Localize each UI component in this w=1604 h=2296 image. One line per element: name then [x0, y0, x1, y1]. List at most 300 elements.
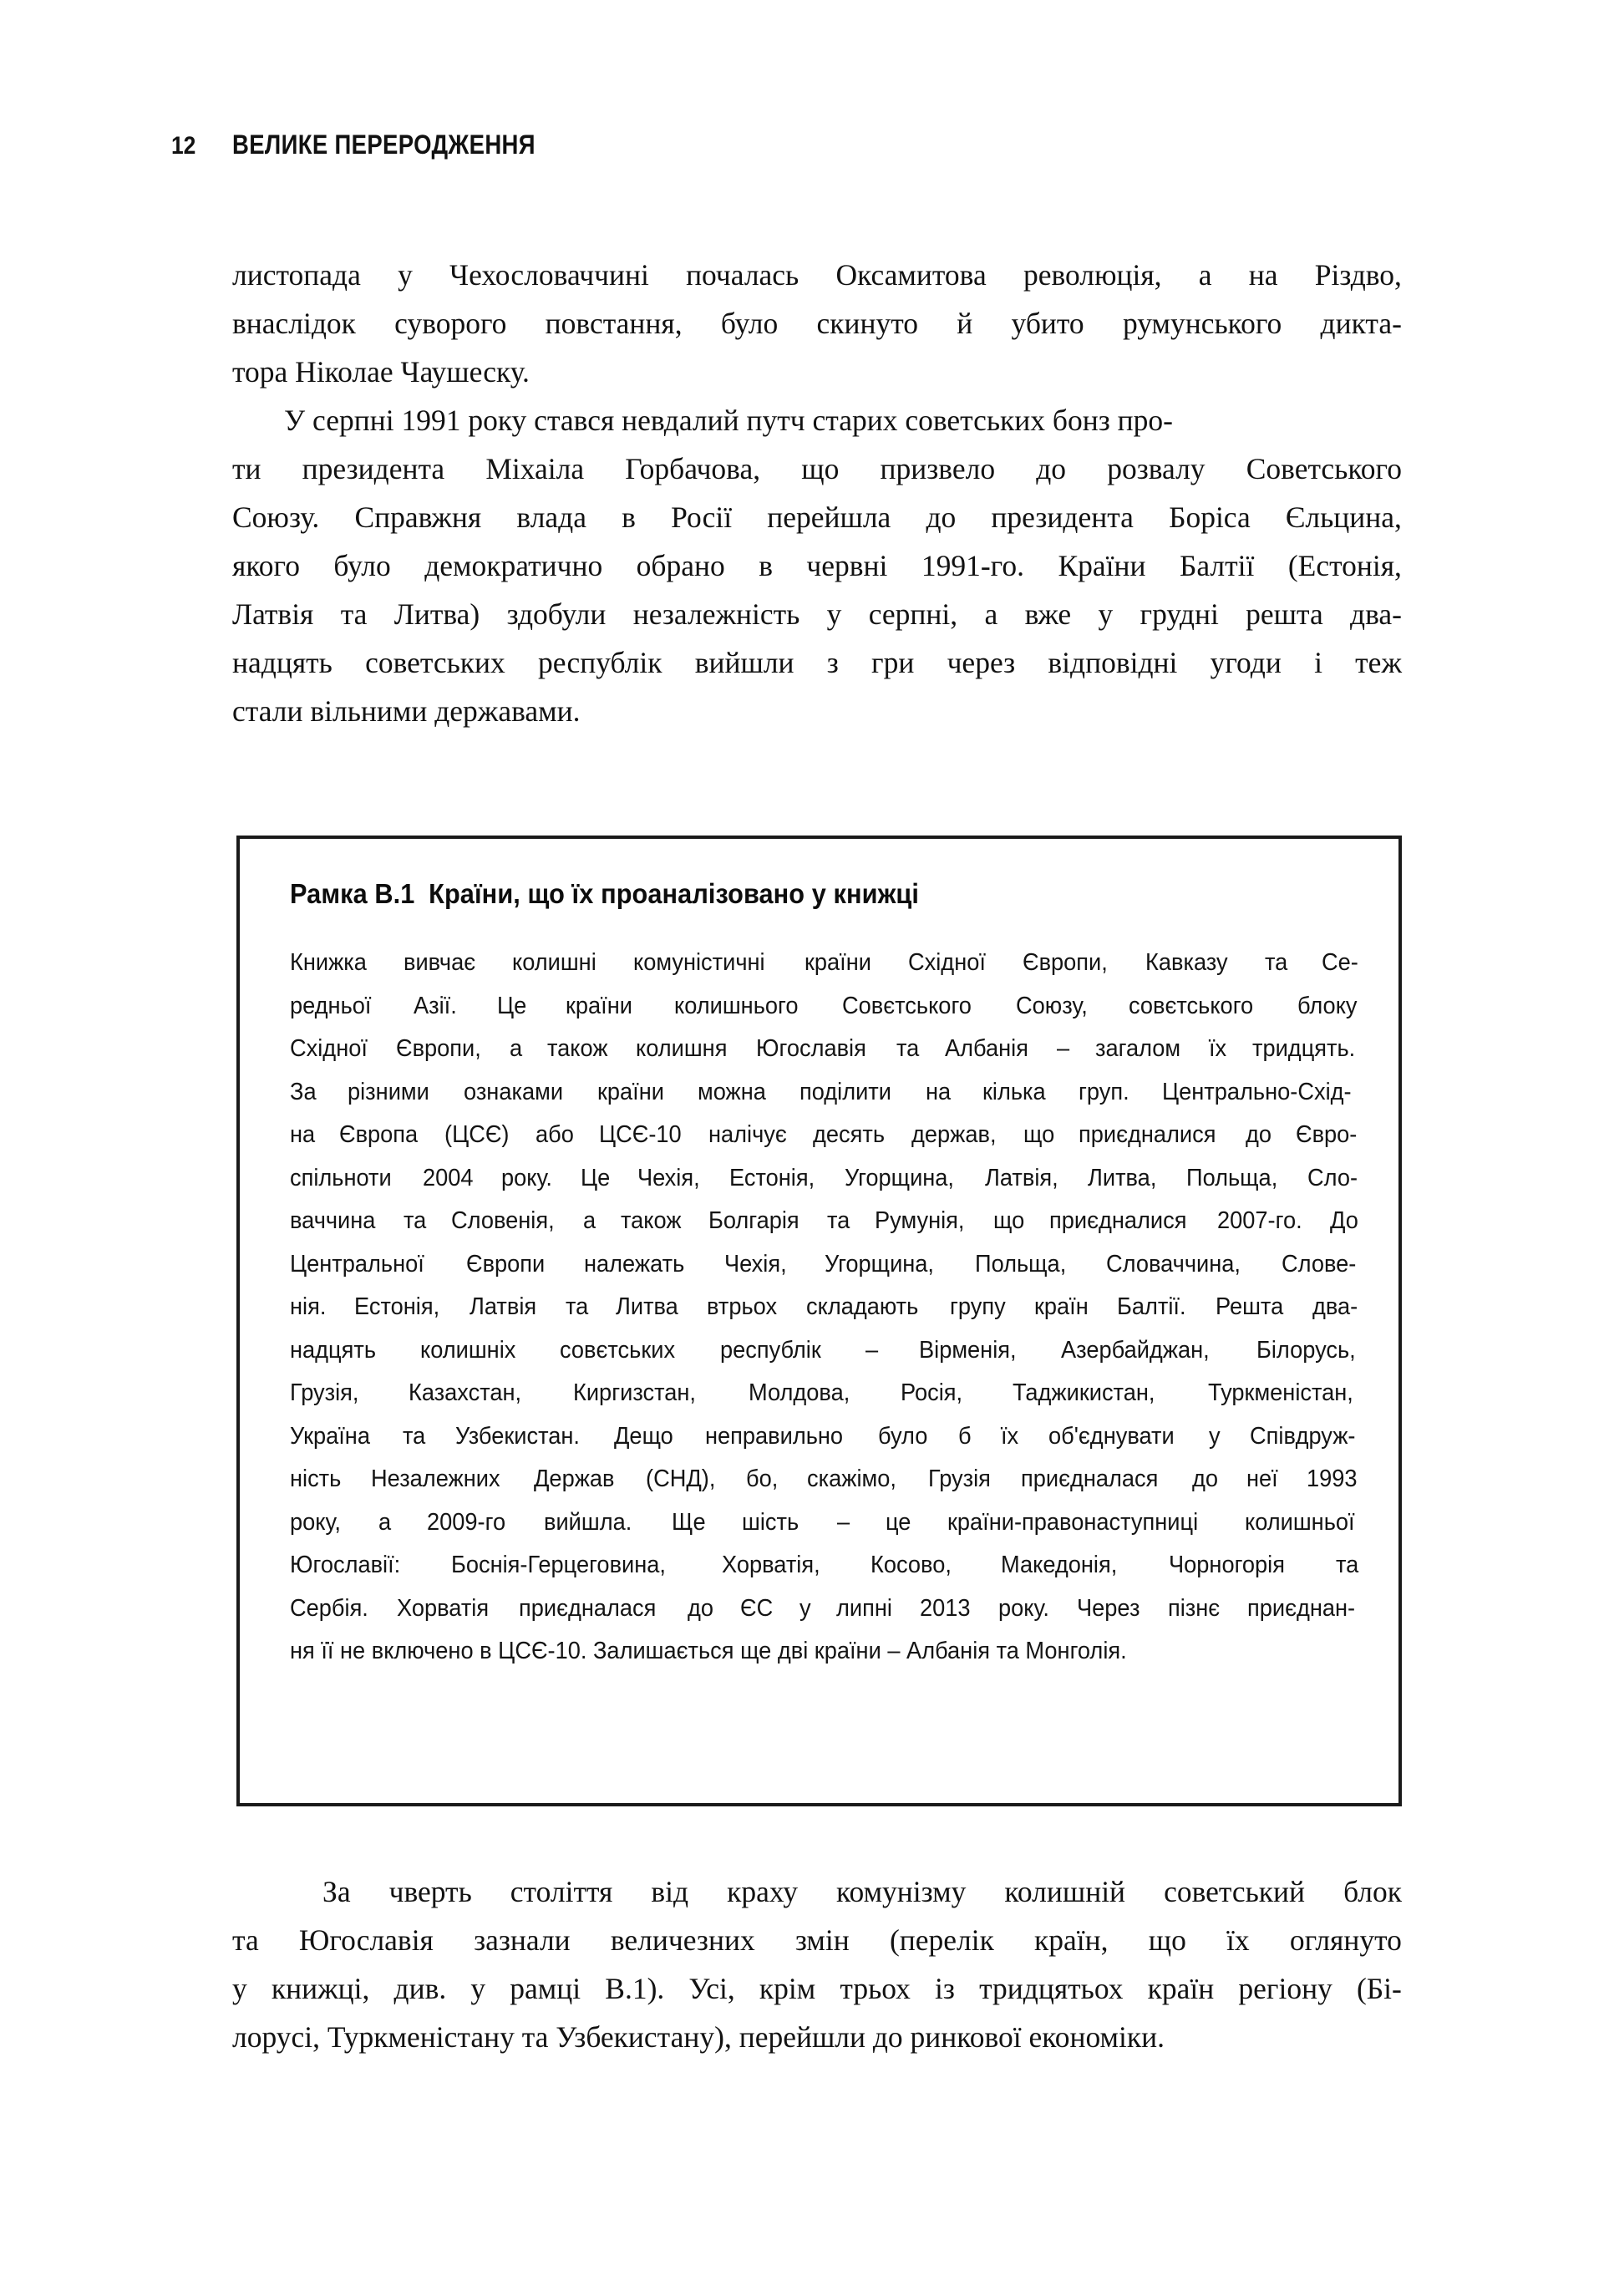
word: загалом [1094, 1035, 1180, 1062]
word: убито [1011, 307, 1084, 340]
word: спільноти [290, 1164, 392, 1191]
body-column-bottom [232, 1867, 1402, 2061]
word: президента [302, 452, 445, 485]
word: Естонія, [353, 1293, 439, 1320]
word: Латвія [232, 597, 314, 631]
word: демократично [424, 549, 603, 582]
word: листопада [232, 258, 361, 292]
word: липні [835, 1594, 892, 1622]
word: а [378, 1508, 392, 1536]
word: Різдво, [1314, 258, 1402, 292]
word: скажімо, [806, 1465, 896, 1492]
text-line [290, 1200, 1360, 1243]
word: Росії [671, 500, 733, 534]
word: належать [583, 1250, 684, 1278]
word: до [687, 1594, 713, 1622]
word: у [398, 258, 413, 292]
word: Казахстан, [409, 1379, 522, 1406]
word: До [1330, 1207, 1359, 1234]
word: Литва) [393, 597, 480, 631]
word: та [340, 597, 368, 631]
word: 1993 [1307, 1465, 1358, 1492]
word: приєднан- [1246, 1594, 1355, 1622]
word: Союзу, [1015, 992, 1088, 1019]
text-line [232, 1916, 1402, 1964]
word: повстання, [545, 307, 683, 340]
word: та [827, 1207, 850, 1234]
word: та [896, 1035, 920, 1062]
line-text: лорусі, Туркменістану та Узбекистану), перейшли до ринкової економіки. [232, 2020, 1165, 2054]
word: Це [496, 992, 526, 1019]
word: Польща, [974, 1250, 1067, 1278]
word: суворого [394, 307, 507, 340]
word: групу [950, 1293, 1006, 1320]
word: країни [566, 992, 633, 1019]
word: Польща, [1185, 1164, 1277, 1191]
word: нія. [290, 1293, 327, 1320]
word: у [232, 1972, 247, 2005]
text-line [232, 638, 1402, 687]
word: до [1036, 452, 1067, 485]
word: ти [232, 452, 261, 485]
word: Се- [1322, 949, 1358, 976]
word: неї [1246, 1465, 1278, 1492]
word: було [720, 307, 779, 340]
word: (Бі- [1356, 1972, 1402, 2005]
word: Азії. [413, 992, 457, 1019]
text-line [290, 1329, 1360, 1373]
word: до [1246, 1121, 1272, 1148]
text-line [290, 1372, 1360, 1415]
word: республік [538, 646, 662, 679]
word: вивчає [404, 949, 476, 976]
word: вже [1024, 597, 1072, 631]
text-line [232, 444, 1402, 493]
word: із [935, 1972, 955, 2005]
word: й [957, 307, 973, 340]
word: що [1148, 1923, 1186, 1957]
line-text: У серпні 1991 року стався невдалий путч старих советських бонз про- [284, 404, 1173, 437]
word: Єльцина, [1285, 500, 1402, 534]
word: президента [991, 500, 1134, 534]
word: шість [742, 1508, 799, 1536]
word: та [1336, 1552, 1359, 1578]
word: можна [698, 1078, 767, 1105]
word: Решта [1215, 1293, 1284, 1320]
word: зазнали [474, 1923, 571, 1957]
word: скинуто [816, 307, 919, 340]
line-text: ня її не включено в ЦСЄ-10. Залишається ще дві країни – Албанія та Монголія. [290, 1638, 1127, 1664]
word: приєдналася [518, 1594, 657, 1622]
word: внаслідок [232, 307, 356, 340]
word: краху [727, 1875, 799, 1908]
word: За [290, 1078, 317, 1105]
word: вийшли [694, 646, 794, 679]
word: Югославії: [290, 1552, 401, 1578]
word: у [470, 1972, 486, 2005]
word: здобули [506, 597, 607, 631]
word: Хорватія [397, 1594, 490, 1622]
word: до [1191, 1465, 1218, 1492]
word: та [565, 1293, 589, 1320]
word: країн [1147, 1972, 1215, 2005]
word: або [536, 1121, 574, 1148]
word: почалась [686, 258, 799, 292]
word: приєдналися [1049, 1207, 1187, 1234]
word: груп. [1079, 1078, 1129, 1105]
word: оглянуто [1289, 1923, 1402, 1957]
word: поділити [799, 1078, 891, 1105]
text-line [232, 299, 1402, 348]
text-line [290, 1157, 1360, 1201]
word: та [1264, 949, 1287, 976]
word: (ЦСЄ) [444, 1121, 510, 1148]
word: та [232, 1923, 259, 1957]
word: величезних [610, 1923, 755, 1957]
word: Дещо [614, 1422, 674, 1450]
text-line [290, 1243, 1360, 1287]
word: Кавказу [1145, 949, 1228, 976]
word: Словенія, [451, 1207, 555, 1234]
word: якого [232, 549, 300, 582]
word: Держав [533, 1465, 615, 1492]
word: призвело [880, 452, 996, 485]
word: влада [516, 500, 586, 534]
word: налічує [708, 1121, 787, 1148]
word: року. [997, 1594, 1049, 1622]
running-title: ВЕЛИКЕ ПЕРЕРОДЖЕННЯ [232, 130, 536, 160]
word: було [333, 549, 391, 582]
first-line-indent [232, 1867, 284, 1916]
word: Югославія [756, 1035, 867, 1062]
text-line [290, 1286, 1360, 1329]
word: і [1314, 646, 1322, 679]
word: складають [806, 1293, 919, 1320]
text-line [290, 1415, 1360, 1459]
word: тридцятьох [979, 1972, 1124, 2005]
word: Албанія [944, 1035, 1028, 1062]
word: – [836, 1508, 850, 1536]
word: Сербія. [290, 1594, 368, 1622]
word: Міхаіла [485, 452, 585, 485]
word: Чехословаччині [449, 258, 649, 292]
word: вийшла. [544, 1508, 632, 1536]
word: Європи [465, 1250, 545, 1278]
word: серпні, [868, 597, 958, 631]
word: ність [290, 1465, 342, 1492]
word: також [621, 1207, 682, 1234]
text-line [290, 1630, 1360, 1674]
running-head [171, 130, 585, 160]
word: Сло- [1307, 1164, 1358, 1191]
word: Справжня [354, 500, 482, 534]
word: року, [290, 1508, 341, 1536]
word: блок [1343, 1875, 1402, 1908]
word: 2007-го. [1217, 1207, 1302, 1234]
word: їх [1226, 1923, 1250, 1957]
word: у [826, 597, 842, 631]
word: рамці [510, 1972, 581, 2005]
word: Балтії [1179, 549, 1255, 582]
feature-box-title: Країни, що їх проаналізовано у книжці [429, 878, 920, 909]
text-line [290, 1114, 1360, 1157]
word: 2004 [422, 1164, 474, 1191]
word: Чехія, [637, 1164, 700, 1191]
word: решта [1246, 597, 1323, 631]
word: Євро- [1296, 1121, 1358, 1148]
word: що [801, 452, 840, 485]
word: теж [1355, 646, 1402, 679]
word: Азербайджан, [1060, 1336, 1210, 1364]
word: Естонія, [728, 1164, 815, 1191]
feature-box [236, 836, 1402, 1806]
word: Вірменія, [919, 1336, 1017, 1364]
word: Європа [339, 1121, 419, 1148]
word: Союзу. [232, 500, 320, 534]
word: Латвія, [985, 1164, 1058, 1191]
word: совєтських [560, 1336, 676, 1364]
word: надцять [290, 1336, 377, 1364]
word: (перелік [889, 1923, 994, 1957]
text-line [290, 1587, 1360, 1631]
word: два- [1350, 597, 1402, 631]
word: неправильно [704, 1422, 843, 1450]
word: гри [871, 646, 915, 679]
word: на [1248, 258, 1278, 292]
word: б [958, 1422, 972, 1450]
word: червні [806, 549, 888, 582]
word: відповідні [1048, 646, 1178, 679]
word: також [547, 1035, 609, 1062]
text-line [290, 985, 1360, 1029]
word: пізнє [1167, 1594, 1220, 1622]
word: За [322, 1875, 351, 1908]
word: Центральної [290, 1250, 424, 1278]
word: у [1098, 597, 1114, 631]
word: революція, [1023, 258, 1162, 292]
word: Хорватія, [722, 1552, 820, 1578]
word: Чорногорія [1169, 1552, 1286, 1578]
paragraph-1 [232, 251, 1402, 396]
word: республік [720, 1336, 822, 1364]
word: Угорщина, [825, 1250, 935, 1278]
word: Угорщина, [844, 1164, 954, 1191]
page-number: 12 [171, 132, 196, 160]
word: Югославія [298, 1923, 434, 1957]
word: Оксамитова [835, 258, 987, 292]
word: Македонія, [1001, 1552, 1118, 1578]
paragraph-3 [232, 1867, 1402, 2061]
word: комунізму [836, 1875, 967, 1908]
word: – [865, 1336, 879, 1364]
word: в [759, 549, 773, 582]
word: що [1023, 1121, 1055, 1148]
word: що [992, 1207, 1024, 1234]
word: від [651, 1875, 689, 1908]
word: Грузія, [290, 1379, 359, 1406]
word: два- [1312, 1293, 1358, 1320]
word: в [622, 500, 636, 534]
paragraph-2 [232, 396, 1402, 735]
word: колишні [512, 949, 596, 976]
text-line [290, 1071, 1360, 1115]
word: століття [510, 1875, 613, 1908]
word: регіону [1238, 1972, 1332, 2005]
word: Узбекистан. [454, 1422, 580, 1450]
word: Україна [290, 1422, 370, 1450]
feature-box-label: Рамка В.1 [290, 878, 415, 909]
word: у [799, 1594, 811, 1622]
word: країн, [1034, 1923, 1109, 1957]
word: (Естонія, [1287, 549, 1402, 582]
word: обрано [636, 549, 725, 582]
word: Латвія [469, 1293, 536, 1320]
word: Ще [671, 1508, 706, 1536]
text-line [232, 541, 1402, 590]
text-line [232, 687, 1402, 735]
word: країни-правонаступниці [947, 1508, 1198, 1536]
word: угоди [1210, 646, 1282, 679]
text-line [232, 2013, 1402, 2061]
word: Європи, [395, 1035, 481, 1062]
text-line-indented [232, 396, 1402, 444]
word: трьох [840, 1972, 911, 2005]
word: Через [1076, 1594, 1140, 1622]
feature-box-body [290, 942, 1360, 1674]
word: В.1). [605, 1972, 665, 2005]
word: у [1208, 1422, 1221, 1450]
text-line [232, 348, 1402, 396]
word: 2009-го [426, 1508, 505, 1536]
word: ЄС [739, 1594, 773, 1622]
word: Східної [290, 1035, 368, 1062]
word: Боснія-Герцеговина, [451, 1552, 667, 1578]
word: надцять [232, 646, 332, 679]
word: Грузія [927, 1465, 991, 1492]
word: грудні [1140, 597, 1219, 631]
text-line-indented [232, 1867, 1402, 1916]
text-line [232, 590, 1402, 638]
word: Туркменістан, [1207, 1379, 1353, 1406]
word: Центрально-Схід- [1161, 1078, 1352, 1105]
word: колишньої [1245, 1508, 1355, 1536]
feature-box-inner [290, 878, 1360, 1674]
word: Книжка [290, 949, 367, 976]
word: Це [581, 1164, 611, 1191]
word: це [885, 1508, 911, 1536]
word: приєдналися [1079, 1121, 1216, 1148]
word: їх [1209, 1035, 1227, 1062]
word: Молдова, [748, 1379, 850, 1406]
word: дикта- [1320, 307, 1402, 340]
word: а [984, 597, 998, 631]
word: Боріса [1169, 500, 1251, 534]
word: книжці, [271, 1972, 370, 2005]
word: колишнього [673, 992, 799, 1019]
word: було [877, 1422, 928, 1450]
word: з [826, 646, 839, 679]
line-text: тора Ніколае Чаушеску. [232, 355, 530, 389]
word: десять [813, 1121, 886, 1148]
text-line [232, 493, 1402, 541]
word: країни [805, 949, 872, 976]
text-line [290, 1544, 1360, 1587]
word: Румунія, [875, 1207, 965, 1234]
word: Європи, [1023, 949, 1108, 976]
word: румунського [1122, 307, 1282, 340]
word: Східної [907, 949, 986, 976]
word: – [1057, 1035, 1070, 1062]
word: совєтського [1129, 992, 1254, 1019]
word: а [510, 1035, 523, 1062]
word: Болгарія [708, 1207, 799, 1234]
word: а [1198, 258, 1212, 292]
text-line [290, 1501, 1360, 1545]
word: 2013 [920, 1594, 971, 1622]
word: Усі, [688, 1972, 735, 2005]
word: бо, [745, 1465, 779, 1492]
word: Країни [1058, 549, 1146, 582]
word: через [947, 646, 1016, 679]
word: різними [348, 1078, 429, 1105]
word: та [403, 1207, 427, 1234]
word: советських [365, 646, 505, 679]
text-line [290, 942, 1360, 985]
word: країн [1034, 1293, 1089, 1320]
feature-box-heading [290, 878, 1285, 910]
word: та [402, 1422, 426, 1450]
word: Киргизстан, [573, 1379, 697, 1406]
word: незалежність [632, 597, 800, 631]
word: Чехія, [723, 1250, 787, 1278]
word: об'єднувати [1048, 1422, 1175, 1450]
word: а [583, 1207, 596, 1234]
word: перейшла [767, 500, 891, 534]
text-line [290, 1028, 1360, 1071]
word: 1991-го. [921, 549, 1024, 582]
word: Словаччина, [1105, 1250, 1241, 1278]
line-text: стали вільними державами. [232, 694, 581, 728]
word: втрьох [707, 1293, 778, 1320]
word: їх [1001, 1422, 1019, 1450]
word: крім [759, 1972, 816, 2005]
word: держав, [911, 1121, 997, 1148]
word: приєдналася [1020, 1465, 1159, 1492]
word: тридцять. [1251, 1035, 1356, 1062]
word: розвалу [1107, 452, 1206, 485]
text-line [290, 1458, 1360, 1501]
word: (СНД), [645, 1465, 716, 1492]
word: колишній [1004, 1875, 1126, 1908]
word: змін [794, 1923, 850, 1957]
word: Росія, [901, 1379, 963, 1406]
word: советський [1164, 1875, 1306, 1908]
word: див. [393, 1972, 447, 2005]
word: Горбачова, [625, 452, 761, 485]
body-column-top [232, 251, 1402, 735]
word: Совєтського [841, 992, 972, 1019]
word: на [290, 1121, 316, 1148]
word: кілька [982, 1078, 1046, 1105]
word: до [926, 500, 957, 534]
text-line [232, 251, 1402, 299]
word: ознаками [463, 1078, 563, 1105]
word: країни [597, 1078, 665, 1105]
word: Слове- [1282, 1250, 1357, 1278]
word: Співдруж- [1249, 1422, 1356, 1450]
word: Литва [615, 1293, 678, 1320]
word: ЦСЄ-10 [598, 1121, 682, 1148]
